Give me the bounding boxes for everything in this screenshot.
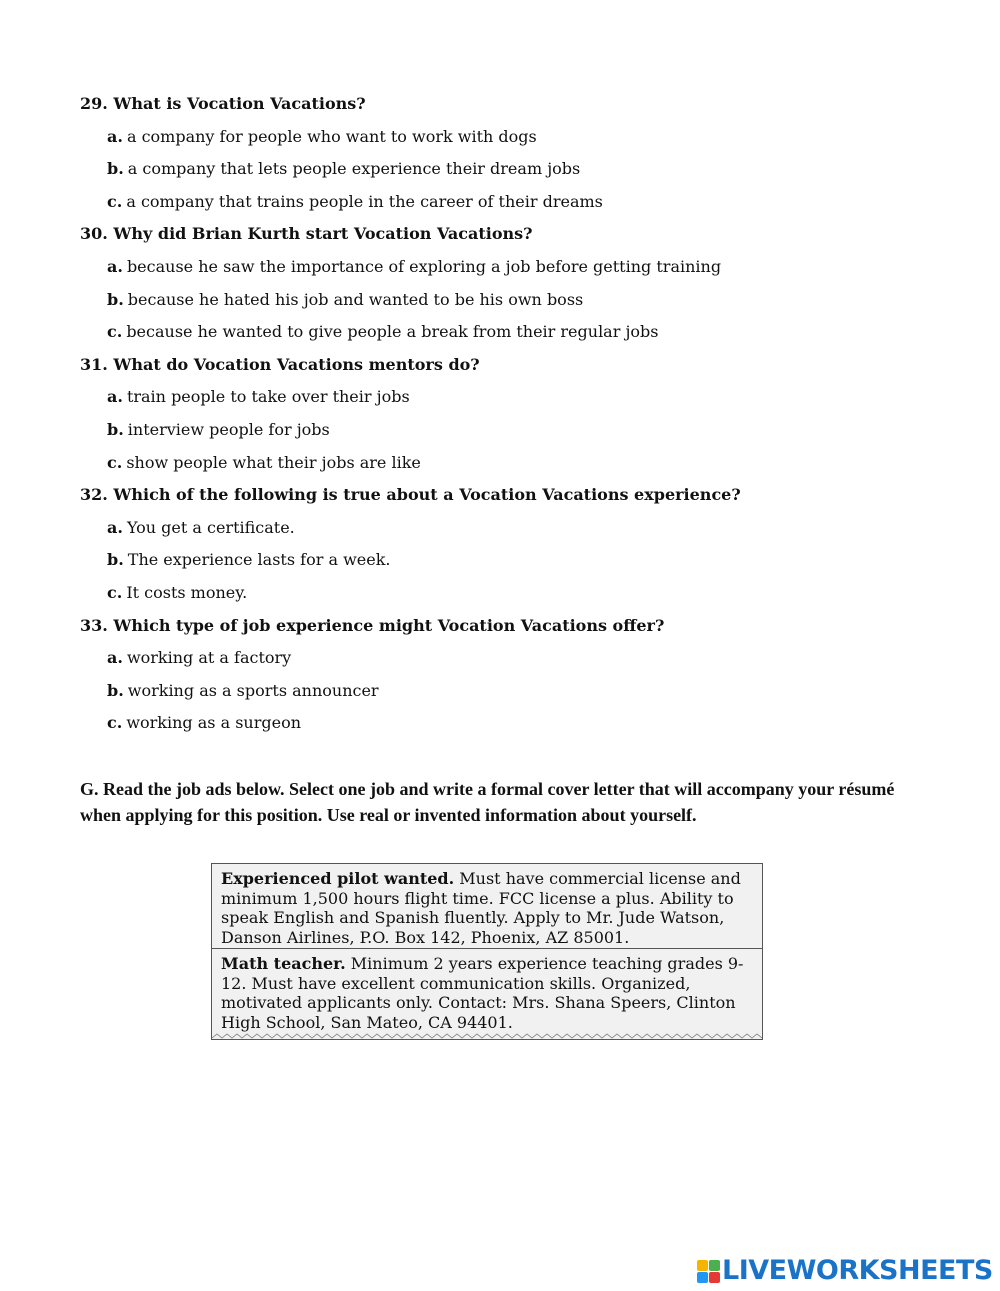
option-text: The experience lasts for a week.: [127, 550, 391, 570]
question-32: [80, 481, 940, 611]
option-text: a company for people who want to work with dogs: [126, 126, 537, 146]
answer-option-b[interactable]: [80, 155, 940, 188]
option-letter: b.: [107, 159, 124, 179]
answer-option-a[interactable]: [80, 253, 940, 286]
logo-square: [697, 1260, 708, 1271]
question-30: [80, 220, 940, 350]
answer-option-a[interactable]: [80, 383, 940, 416]
option-letter: a.: [107, 256, 123, 276]
answer-option-a[interactable]: [80, 514, 940, 547]
option-text: show people what their jobs are like: [126, 452, 421, 472]
option-text: because he wanted to give people a break from their regular jobs: [126, 322, 659, 342]
option-letter: b.: [107, 550, 124, 570]
option-text: a company that lets people experience their dream jobs: [127, 159, 581, 179]
option-text: working as a surgeon: [126, 713, 302, 733]
question-list: [80, 90, 940, 742]
job-ad-body: Must have commercial license and minimum 1,500 hours flight time. FCC license a plus. Ability to speak English and Spanish fluently. Apply to Mr. Jude Watson, Danson Airlines, P.O. Box 142, Phoenix, AZ 85001.: [221, 869, 741, 947]
option-letter: b.: [107, 289, 124, 309]
question-prompt: [80, 220, 940, 253]
question-text: What is Vocation Vacations?: [113, 94, 366, 113]
option-letter: c.: [107, 582, 123, 602]
question-prompt: [80, 481, 940, 514]
question-prompt: [80, 351, 940, 384]
answer-option-b[interactable]: [80, 416, 940, 449]
option-text: because he hated his job and wanted to be his own boss: [127, 289, 584, 309]
logo-square: [709, 1272, 720, 1283]
torn-edge-decoration: [212, 1033, 762, 1039]
answer-option-c[interactable]: [80, 709, 940, 742]
answer-option-c[interactable]: [80, 449, 940, 482]
job-ad-pilot: [212, 864, 762, 948]
answer-option-b[interactable]: [80, 546, 940, 579]
option-letter: b.: [107, 680, 124, 700]
option-text: You get a certificate.: [126, 517, 295, 537]
option-letter: c.: [107, 322, 123, 342]
option-text: train people to take over their jobs: [126, 387, 410, 407]
question-text: Which type of job experience might Vocation Vacations offer?: [113, 615, 665, 635]
question-prompt: [80, 612, 940, 645]
section-g-instructions: G. Read the job ads below. Select one job and write a formal cover letter that will accompany your résumé when applying for this position. Use real or invented information about yourself.: [80, 779, 895, 825]
question-number: 33.: [80, 615, 108, 635]
option-text: working as a sports announcer: [127, 680, 379, 700]
option-text: It costs money.: [126, 582, 248, 602]
job-ads-box: [211, 863, 763, 1040]
option-letter: a.: [107, 126, 123, 146]
option-letter: c.: [107, 713, 123, 733]
logo-square: [709, 1260, 720, 1271]
option-text: working at a factory: [126, 648, 292, 668]
question-text: What do Vocation Vacations mentors do?: [113, 354, 480, 374]
option-letter: a.: [107, 387, 123, 407]
question-text: Why did Brian Kurth start Vocation Vacations?: [113, 224, 533, 244]
option-letter: a.: [107, 648, 123, 668]
question-29: [80, 90, 940, 220]
answer-option-b[interactable]: [80, 677, 940, 710]
logo-icon: [697, 1260, 720, 1283]
option-letter: a.: [107, 517, 123, 537]
option-text: interview people for jobs: [127, 419, 330, 439]
answer-option-c[interactable]: [80, 318, 940, 351]
job-ad-math-teacher: [212, 948, 762, 1033]
job-ad-title: Math teacher.: [221, 954, 346, 973]
question-number: 30.: [80, 224, 108, 244]
question-33: [80, 612, 940, 742]
answer-option-b[interactable]: [80, 286, 940, 319]
question-number: 31.: [80, 354, 108, 374]
option-letter: b.: [107, 419, 124, 439]
option-letter: c.: [107, 452, 123, 472]
option-text: a company that trains people in the career of their dreams: [126, 191, 603, 211]
answer-option-c[interactable]: [80, 188, 940, 221]
logo-text: LIVEWORKSHEETS: [722, 1255, 993, 1286]
option-text: because he saw the importance of exploring a job before getting training: [126, 256, 722, 276]
question-prompt: [80, 90, 940, 123]
question-31: [80, 351, 940, 481]
answer-option-a[interactable]: [80, 123, 940, 156]
question-text: Which of the following is true about a Vocation Vacations experience?: [113, 485, 741, 505]
logo-square: [697, 1272, 708, 1283]
job-ad-body: Minimum 2 years experience teaching grades 9-12. Must have excellent communication skills. Organized, motivated applicants only. Contact: Mrs. Shana Speers, Clinton High School, San Mateo, CA 94401.: [221, 954, 744, 1032]
liveworksheets-logo: [697, 1255, 993, 1287]
option-letter: c.: [107, 191, 123, 211]
answer-option-a[interactable]: [80, 644, 940, 677]
job-ad-title: Experienced pilot wanted.: [221, 869, 455, 888]
answer-option-c[interactable]: [80, 579, 940, 612]
question-number: 32.: [80, 485, 108, 505]
question-number: 29.: [80, 94, 108, 113]
